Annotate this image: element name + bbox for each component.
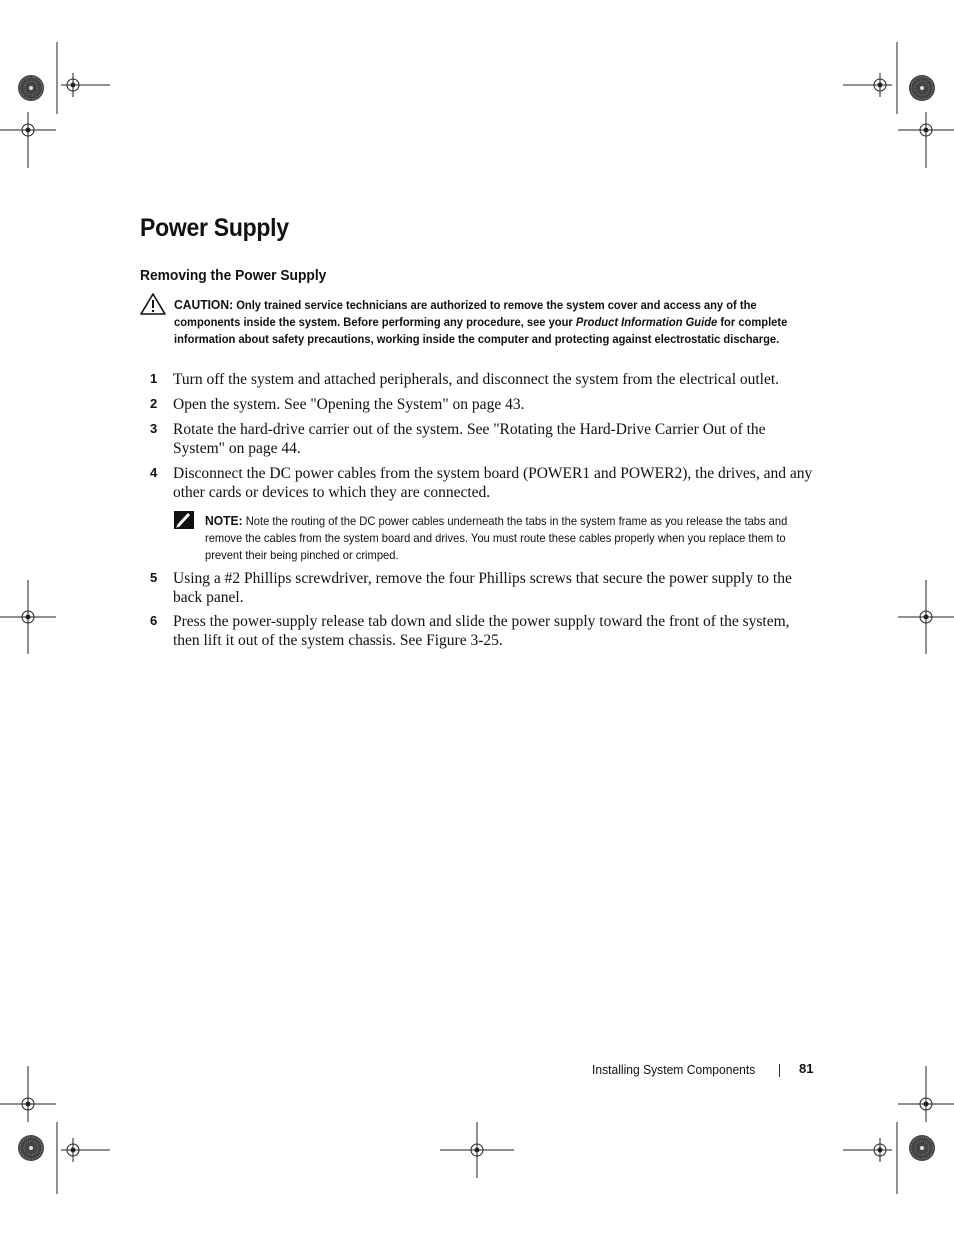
step-number: 2 [150,396,158,411]
note-body: Note the routing of the DC power cables underneath the tabs in the system frame as you release the tabs and remove the cables from the system board and drives. You must route these cables properly when you replace them to prevent their being pinched or crimped. [205,514,788,562]
page-title: Power Supply [140,214,289,242]
footer-section-title: Installing System Components [592,1062,756,1077]
warning-triangle-icon [139,292,167,316]
page-number: 81 [799,1061,814,1076]
step-number: 6 [150,613,158,628]
step-text: Press the power-supply release tab down and slide the power supply toward the front of the system, then lift it out of the system chassis. See Figure 3-25. [173,613,790,649]
note-label: NOTE: [205,513,243,528]
step-text: Rotate the hard-drive carrier out of the system. See "Rotating the Hard-Drive Carrier Out of the System" on page 44. [173,421,766,457]
pencil-note-icon [173,510,195,530]
caution-text [174,296,816,348]
step-text: Open the system. See "Opening the System" on page 43. [173,396,525,413]
step-text: Using a #2 Phillips screwdriver, remove the four Phillips screws that secure the power supply to the back panel. [173,570,792,606]
caution-emphasis: Product Information Guide [575,315,718,329]
footer-divider [779,1064,780,1077]
caution-body-start: Only trained service technicians are authorized to remove the system cover and access any of the components inside the system. Before performing any procedure, see your [174,298,757,329]
caution-label: CAUTION: [174,297,234,312]
section-heading: Removing the Power Supply [140,267,327,284]
caution-body-end: for complete information about safety precautions, working inside the computer and protecting against electrostatic discharge. [174,315,788,346]
step-number: 4 [150,465,158,480]
note-text [205,512,810,564]
step-number: 5 [150,570,158,585]
step-text: Turn off the system and attached peripherals, and disconnect the system from the electrical outlet. [173,371,780,388]
step-number: 1 [150,371,158,386]
step-number: 3 [150,421,158,436]
step-text: Disconnect the DC power cables from the system board (POWER1 and POWER2), the drives, and any other cards or devices to which they are connected. [173,465,813,501]
